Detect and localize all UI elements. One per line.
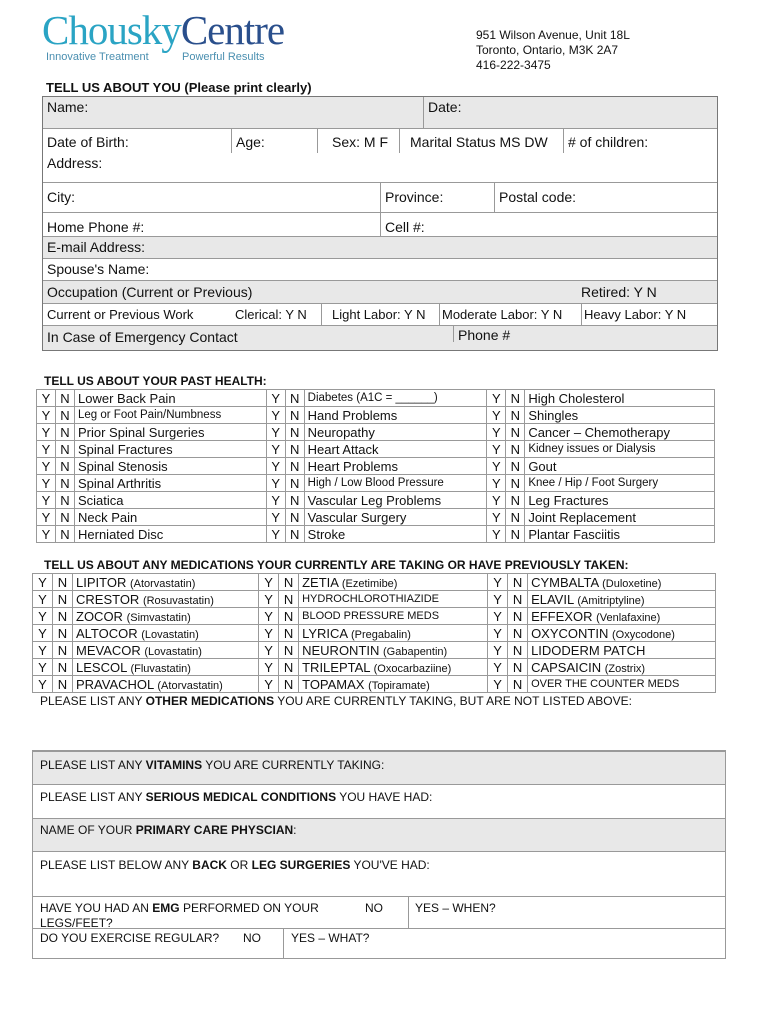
yes-option[interactable]: Y [259,676,279,693]
condition-label: Heart Attack [304,441,487,458]
no-option[interactable]: N [506,526,525,543]
clinic-address: 951 Wilson Avenue, Unit 18L Toronto, Ontario, M3K 2A7 416-222-3475 [476,28,630,72]
no-option[interactable]: N [56,509,75,526]
no-option[interactable]: N [506,390,525,407]
emergency-phone-field[interactable]: Phone # [453,326,510,342]
children-field[interactable]: # of children: [563,129,648,153]
past-health-table [36,389,715,543]
yes-option[interactable]: Y [266,390,285,407]
medication-label: EFFEXOR (Venlafaxine) [528,608,716,625]
yes-option[interactable]: Y [37,475,56,492]
no-option[interactable]: N [285,390,304,407]
condition-label: Prior Spinal Surgeries [75,424,267,441]
medication-label: LIPITOR (Atorvastatin) [73,574,259,591]
no-option[interactable]: N [285,526,304,543]
medication-label: ZETIA (Ezetimibe) [299,574,488,591]
condition-label: Plantar Fasciitis [525,526,715,543]
yes-option[interactable]: Y [487,407,506,424]
yes-option[interactable]: Y [266,407,285,424]
table-row [33,659,716,676]
yes-option[interactable]: Y [488,625,508,642]
date-field[interactable]: Date: [423,97,461,128]
medication-label: LESCOL (Fluvastatin) [73,659,259,676]
no-option[interactable]: N [279,676,299,693]
table-row [37,407,715,424]
no-option[interactable]: N [506,458,525,475]
about-section-title: TELL US ABOUT YOU (Please print clearly) [46,80,312,95]
condition-label: Vascular Surgery [304,509,487,526]
yes-option[interactable]: Y [259,574,279,591]
yes-option[interactable]: Y [33,574,53,591]
marital-status-field[interactable]: Marital Status MS DW [399,129,548,153]
no-option[interactable]: N [506,492,525,509]
light-labor-field[interactable]: Light Labor: Y N [321,304,425,325]
dob-field[interactable]: Date of Birth: [47,134,129,150]
medication-label: LYRICA (Pregabalin) [299,625,488,642]
spouse-field[interactable]: Spouse's Name: [47,261,150,277]
logo-tagline-1: Innovative Treatment [46,51,149,63]
table-row [37,424,715,441]
medication-label: OXYCONTIN (Oxycodone) [528,625,716,642]
heavy-labor-field[interactable]: Heavy Labor: Y N [581,304,686,325]
no-option[interactable]: N [285,407,304,424]
no-option[interactable]: N [508,625,528,642]
no-option[interactable]: N [285,492,304,509]
province-field[interactable]: Province: [380,183,443,212]
yes-option[interactable]: Y [259,659,279,676]
condition-label: Gout [525,458,715,475]
primary-care-physician-field[interactable]: NAME OF YOUR PRIMARY CARE PHYSCIAN: [32,819,726,852]
no-option[interactable]: N [508,676,528,693]
medication-label: CRESTOR (Rosuvastatin) [73,591,259,608]
yes-option[interactable]: Y [266,509,285,526]
city-field[interactable]: City: [47,189,75,205]
yes-option[interactable]: Y [259,625,279,642]
no-option[interactable]: N [56,424,75,441]
yes-option[interactable]: Y [37,390,56,407]
no-option[interactable]: N [279,659,299,676]
medication-label: HYDROCHLOROTHIAZIDE [299,591,488,608]
yes-option[interactable]: Y [37,492,56,509]
no-option[interactable]: N [56,407,75,424]
no-option[interactable]: N [53,591,73,608]
yes-option[interactable]: Y [259,608,279,625]
medication-label: TRILEPTAL (Oxocarbaziine) [299,659,488,676]
condition-label: Leg or Foot Pain/Numbness [75,407,267,424]
table-row [33,608,716,625]
condition-label: Shingles [525,407,715,424]
yes-option[interactable]: Y [259,591,279,608]
yes-option[interactable]: Y [266,526,285,543]
surgeries-field[interactable]: PLEASE LIST BELOW ANY BACK OR LEG SURGERIES YOU'VE HAD: [32,852,726,897]
emg-no-option[interactable]: NO [365,901,383,915]
yes-option[interactable]: Y [487,492,506,509]
yes-option[interactable]: Y [266,458,285,475]
condition-label: Herniated Disc [75,526,267,543]
about-you-form [42,96,718,351]
emg-yes-option[interactable]: YES – WHEN? [415,901,496,915]
yes-option[interactable]: Y [488,659,508,676]
exercise-no-option[interactable]: NO [243,931,261,945]
yes-option[interactable]: Y [266,492,285,509]
no-option[interactable]: N [53,676,73,693]
age-field[interactable]: Age: [231,129,265,153]
yes-option[interactable]: Y [37,441,56,458]
condition-label: Stroke [304,526,487,543]
medication-label: PRAVACHOL (Atorvastatin) [73,676,259,693]
emg-question-text: HAVE YOU HAD AN EMG PERFORMED ON YOUR LEGS/FEET? [40,901,319,930]
condition-label: Spinal Fractures [75,441,267,458]
no-option[interactable]: N [53,608,73,625]
no-option[interactable]: N [279,591,299,608]
table-row [37,526,715,543]
table-row [37,492,715,509]
yes-option[interactable]: Y [33,642,53,659]
medication-label: CAPSAICIN (Zostrix) [528,659,716,676]
home-phone-field[interactable]: Home Phone #: [47,219,145,235]
exercise-question-text: DO YOU EXERCISE REGULAR? [40,931,220,945]
table-row [33,642,716,659]
no-option[interactable]: N [285,509,304,526]
yes-option[interactable]: Y [487,475,506,492]
medication-label: ZOCOR (Simvastatin) [73,608,259,625]
condition-label: Vascular Leg Problems [304,492,487,509]
condition-label: Spinal Stenosis [75,458,267,475]
no-option[interactable]: N [508,642,528,659]
table-row [37,441,715,458]
meds-section-title: TELL US ABOUT ANY MEDICATIONS YOUR CURRENTLY ARE TAKING OR HAVE PREVIOUSLY TAKEN: [44,558,629,572]
no-option[interactable]: N [56,526,75,543]
yes-option[interactable]: Y [266,424,285,441]
table-row [37,458,715,475]
exercise-yes-option[interactable]: YES – WHAT? [291,931,370,945]
vitamins-field[interactable]: PLEASE LIST ANY VITAMINS YOU ARE CURRENTLY TAKING: [32,751,726,785]
no-option[interactable]: N [506,441,525,458]
no-option[interactable]: N [56,441,75,458]
cell-phone-field[interactable]: Cell #: [380,213,425,236]
yes-option[interactable]: Y [33,659,53,676]
no-option[interactable]: N [285,458,304,475]
condition-label: Neuropathy [304,424,487,441]
condition-label: Spinal Arthritis [75,475,267,492]
yes-option[interactable]: Y [37,509,56,526]
yes-option[interactable]: Y [37,424,56,441]
yes-option[interactable]: Y [488,591,508,608]
no-option[interactable]: N [285,424,304,441]
health-section-title: TELL US ABOUT YOUR PAST HEALTH: [44,374,267,388]
no-option[interactable]: N [508,591,528,608]
condition-label: Knee / Hip / Foot Surgery [525,475,715,492]
medication-label: ELAVIL (Amitriptyline) [528,591,716,608]
no-option[interactable]: N [506,509,525,526]
address-field[interactable]: Address: [47,155,103,171]
condition-label: High Cholesterol [525,390,715,407]
yes-option[interactable]: Y [33,676,53,693]
condition-label: High / Low Blood Pressure [304,475,487,492]
no-option[interactable]: N [53,642,73,659]
no-option[interactable]: N [285,441,304,458]
other-medications-field[interactable]: PLEASE LIST ANY OTHER MEDICATIONS YOU ARE CURRENTLY TAKING, BUT ARE NOT LISTED ABOVE: [32,690,726,751]
yes-option[interactable]: Y [487,458,506,475]
condition-label: Neck Pain [75,509,267,526]
emg-question [32,897,726,929]
table-row [33,591,716,608]
no-option[interactable]: N [279,574,299,591]
condition-label: Joint Replacement [525,509,715,526]
yes-option[interactable]: Y [487,526,506,543]
no-option[interactable]: N [279,608,299,625]
retired-field[interactable]: Retired: Y N [581,284,657,300]
condition-label: Kidney issues or Dialysis [525,441,715,458]
no-option[interactable]: N [56,390,75,407]
condition-label: Diabetes (A1C = ______) [304,390,487,407]
no-option[interactable]: N [285,475,304,492]
no-option[interactable]: N [279,642,299,659]
condition-label: Heart Problems [304,458,487,475]
postal-code-field[interactable]: Postal code: [494,183,576,212]
no-option[interactable]: N [508,659,528,676]
email-field[interactable]: E-mail Address: [47,239,146,255]
logo-tagline-2: Powerful Results [182,51,265,63]
sex-field[interactable]: Sex: M F [317,129,388,153]
no-option[interactable]: N [506,475,525,492]
medication-label: CYMBALTA (Duloxetine) [528,574,716,591]
yes-option[interactable]: Y [37,458,56,475]
medication-label: TOPAMAX (Topiramate) [299,676,488,693]
exercise-question [32,929,726,959]
medications-table [32,573,716,693]
yes-option[interactable]: Y [266,441,285,458]
yes-option[interactable]: Y [487,424,506,441]
table-row [33,574,716,591]
yes-option[interactable]: Y [488,608,508,625]
no-option[interactable]: N [279,625,299,642]
medication-label: BLOOD PRESSURE MEDS [299,608,488,625]
yes-option[interactable]: Y [266,475,285,492]
condition-label: Lower Back Pain [75,390,267,407]
additional-info-section [32,690,726,959]
condition-label: Sciatica [75,492,267,509]
no-option[interactable]: N [508,574,528,591]
medication-label: LIDODERM PATCH [528,642,716,659]
yes-option[interactable]: Y [488,676,508,693]
no-option[interactable]: N [506,424,525,441]
no-option[interactable]: N [56,492,75,509]
no-option[interactable]: N [56,475,75,492]
yes-option[interactable]: Y [488,574,508,591]
work-label: Current or Previous Work [47,307,194,322]
occupation-field[interactable]: Occupation (Current or Previous) [47,284,253,300]
yes-option[interactable]: Y [33,625,53,642]
logo-name: ChouskyCentre [42,7,285,53]
table-row [37,390,715,407]
serious-conditions-field[interactable]: PLEASE LIST ANY SERIOUS MEDICAL CONDITIONS YOU HAVE HAD: [32,785,726,819]
name-field[interactable]: Name: [47,99,89,115]
yes-option[interactable]: Y [487,509,506,526]
table-row [33,625,716,642]
no-option[interactable]: N [506,407,525,424]
medication-label: NEURONTIN (Gabapentin) [299,642,488,659]
yes-option[interactable]: Y [487,390,506,407]
clerical-field[interactable]: Clerical: Y N [235,307,307,322]
yes-option[interactable]: Y [33,591,53,608]
yes-option[interactable]: Y [37,407,56,424]
condition-label: Hand Problems [304,407,487,424]
medication-label: OVER THE COUNTER MEDS [528,676,716,693]
no-option[interactable]: N [56,458,75,475]
table-row [37,509,715,526]
yes-option[interactable]: Y [487,441,506,458]
no-option[interactable]: N [53,574,73,591]
moderate-labor-field[interactable]: Moderate Labor: Y N [439,304,562,325]
emergency-contact-field[interactable]: In Case of Emergency Contact [47,329,238,345]
clinic-logo [42,7,302,66]
no-option[interactable]: N [53,625,73,642]
yes-option[interactable]: Y [488,642,508,659]
no-option[interactable]: N [53,659,73,676]
condition-label: Cancer – Chemotherapy [525,424,715,441]
no-option[interactable]: N [508,608,528,625]
medication-label: ALTOCOR (Lovastatin) [73,625,259,642]
yes-option[interactable]: Y [37,526,56,543]
table-row [37,475,715,492]
yes-option[interactable]: Y [33,608,53,625]
medication-label: MEVACOR (Lovastatin) [73,642,259,659]
yes-option[interactable]: Y [259,642,279,659]
condition-label: Leg Fractures [525,492,715,509]
